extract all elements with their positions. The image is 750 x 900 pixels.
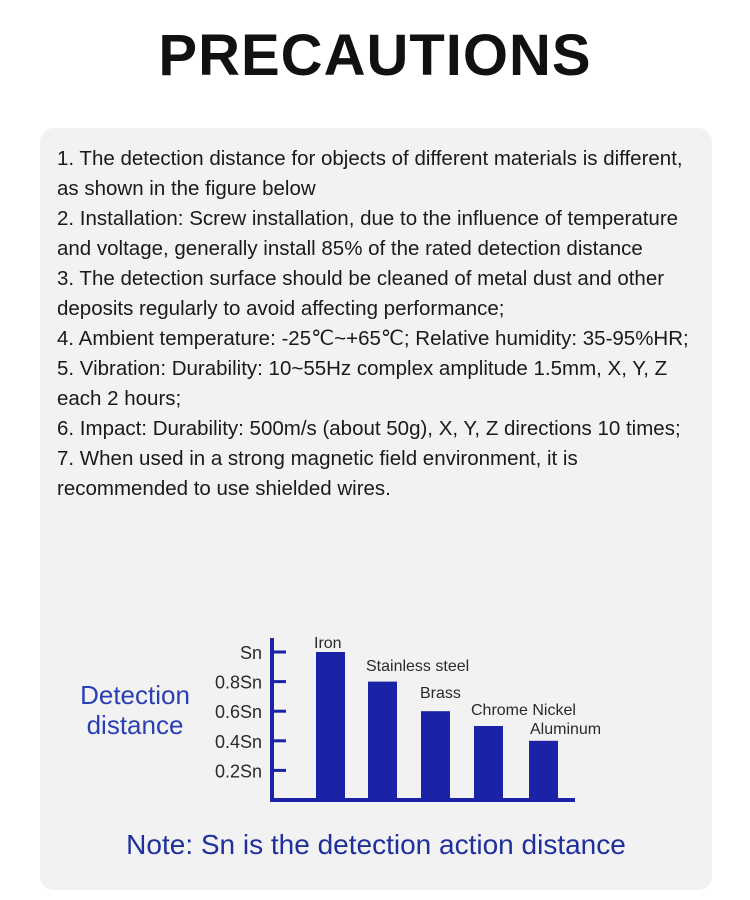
precaution-item-5: 5. Vibration: Durability: 10~55Hz complex amplitude 1.5mm, X, Y, Z each 2 hours; xyxy=(57,357,668,410)
bar-stainless-steel xyxy=(368,682,397,800)
precaution-item-2: 2. Installation: Screw installation, due to the influence of temperature and voltage, generally install 85% of the rated detection distance xyxy=(57,207,679,260)
bar-label: Chrome Nickel xyxy=(471,702,576,719)
bar-label: Aluminum xyxy=(530,721,602,738)
page-title: PRECAUTIONS xyxy=(158,23,592,88)
precaution-item-1: 1. The detection distance for objects of different materials is different, as shown in the figure below xyxy=(57,147,683,200)
y-tick-label: Sn xyxy=(239,643,262,663)
precaution-item-7: 7. When used in a strong magnetic field environment, it is recommended to use shielded wires. xyxy=(57,447,578,500)
precaution-item-6: 6. Impact: Durability: 500m/s (about 50g), X, Y, Z directions 10 times; xyxy=(57,417,681,440)
bar-chrome-nickel xyxy=(474,726,503,800)
chart-note: Note: Sn is the detection action distance xyxy=(126,829,626,860)
bar-label: Stainless steel xyxy=(366,658,470,675)
precaution-item-4: 4. Ambient temperature: -25℃~+65℃; Relative humidity: 35-95%HR; xyxy=(57,327,689,350)
y-tick-label: 0.6Sn xyxy=(214,702,262,723)
bar-aluminum xyxy=(529,741,558,800)
bar-label: Brass xyxy=(420,685,461,702)
bar-iron xyxy=(316,652,345,800)
y-tick-label: 0.4Sn xyxy=(214,731,262,752)
bar-brass xyxy=(421,711,450,800)
bar-label: Iron xyxy=(314,635,342,652)
precaution-item-3: 3. The detection surface should be cleaned of metal dust and other deposits regularly to avoid affecting performance; xyxy=(57,267,665,320)
y-tick-label: 0.8Sn xyxy=(214,672,262,693)
y-axis-title: Detection xyxy=(80,680,190,710)
y-axis-title: distance xyxy=(86,710,184,740)
y-tick-label: 0.2Sn xyxy=(214,761,262,782)
